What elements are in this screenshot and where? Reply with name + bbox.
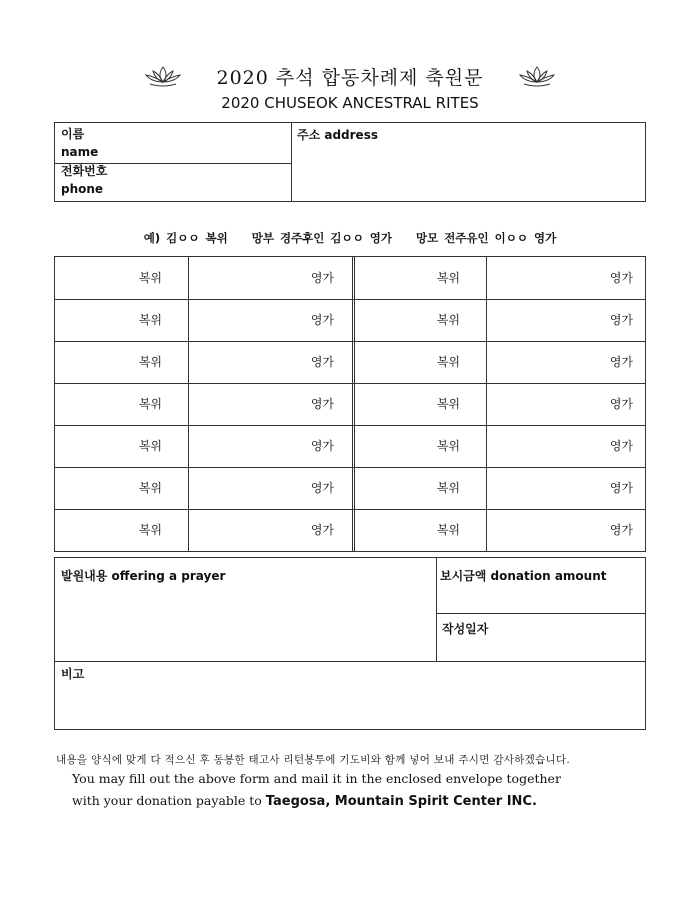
notice-korean: 내용을 양식에 맞게 다 적으신 후 동봉한 태고사 리턴봉투에 기도비와 함께 넣어 보내 주시면 감사하겠습니다. (56, 754, 571, 766)
yeongga-cell: 영가 (609, 439, 633, 453)
notice-english-line2-prefix: with your donation payable to (72, 793, 266, 808)
bokwi-cell: 복위 (138, 523, 162, 537)
address-label: 주소 address (297, 128, 378, 142)
phone-label-ko: 전화번호 (61, 164, 108, 178)
name-label-ko: 이름 (61, 127, 85, 141)
bokwi-cell: 복위 (138, 355, 162, 369)
bokwi-cell: 복위 (138, 481, 162, 495)
prayer-divider (436, 558, 437, 661)
prayer-box (54, 557, 646, 730)
donation-label: 보시금액 donation amount (440, 569, 607, 583)
info-box (54, 122, 646, 202)
bokwi-cell: 복위 (436, 481, 460, 495)
yeongga-cell: 영가 (310, 313, 334, 327)
donation-divider (436, 613, 645, 614)
bokwi-cell: 복위 (436, 439, 460, 453)
example-part: 망모 전주유인 이ㅇㅇ 영가 (415, 231, 557, 245)
prayer-label: 발원내용 offering a prayer (61, 569, 226, 583)
organization-name: Taegosa, Mountain Spirit Center INC. (265, 794, 537, 809)
phone-label-en: phone (61, 182, 104, 196)
bokwi-cell: 복위 (436, 313, 460, 327)
example-part: 예) 김ㅇㅇ 복위 (143, 231, 228, 245)
notice-english-line2 (72, 793, 537, 809)
notice-english-line1: You may fill out the above form and mail it in the enclosed envelope together (72, 771, 561, 786)
yeongga-cell: 영가 (310, 439, 334, 453)
yeongga-cell: 영가 (609, 397, 633, 411)
yeongga-cell: 영가 (609, 523, 633, 537)
remarks-divider (55, 661, 645, 662)
bokwi-cell: 복위 (138, 439, 162, 453)
bokwi-cell: 복위 (436, 397, 460, 411)
yeongga-cell: 영가 (310, 523, 334, 537)
title-korean: 2020 추석 합동차례제 축원문 (216, 66, 484, 89)
title-english: 2020 CHUSEOK ANCESTRAL RITES (221, 94, 479, 112)
bokwi-cell: 복위 (436, 523, 460, 537)
yeongga-cell: 영가 (310, 271, 334, 285)
yeongga-cell: 영가 (609, 355, 633, 369)
bokwi-cell: 복위 (138, 313, 162, 327)
name-label-en: name (61, 145, 99, 159)
lotus-icon (518, 64, 556, 88)
names-grid (54, 256, 646, 552)
info-divider (291, 123, 292, 201)
yeongga-cell: 영가 (310, 481, 334, 495)
yeongga-cell: 영가 (609, 271, 633, 285)
yeongga-cell: 영가 (310, 355, 334, 369)
bokwi-cell: 복위 (436, 355, 460, 369)
title-row (0, 60, 700, 92)
lotus-icon (144, 64, 182, 88)
bokwi-cell: 복위 (138, 397, 162, 411)
example-part: 망부 경주후인 김ㅇㅇ 영가 (251, 231, 392, 245)
yeongga-cell: 영가 (310, 397, 334, 411)
date-label: 작성일자 (442, 622, 489, 636)
yeongga-cell: 영가 (609, 481, 633, 495)
yeongga-cell: 영가 (609, 313, 633, 327)
bokwi-cell: 복위 (138, 271, 162, 285)
remarks-label: 비고 (61, 667, 85, 681)
example-line (0, 230, 700, 246)
bokwi-cell: 복위 (436, 271, 460, 285)
